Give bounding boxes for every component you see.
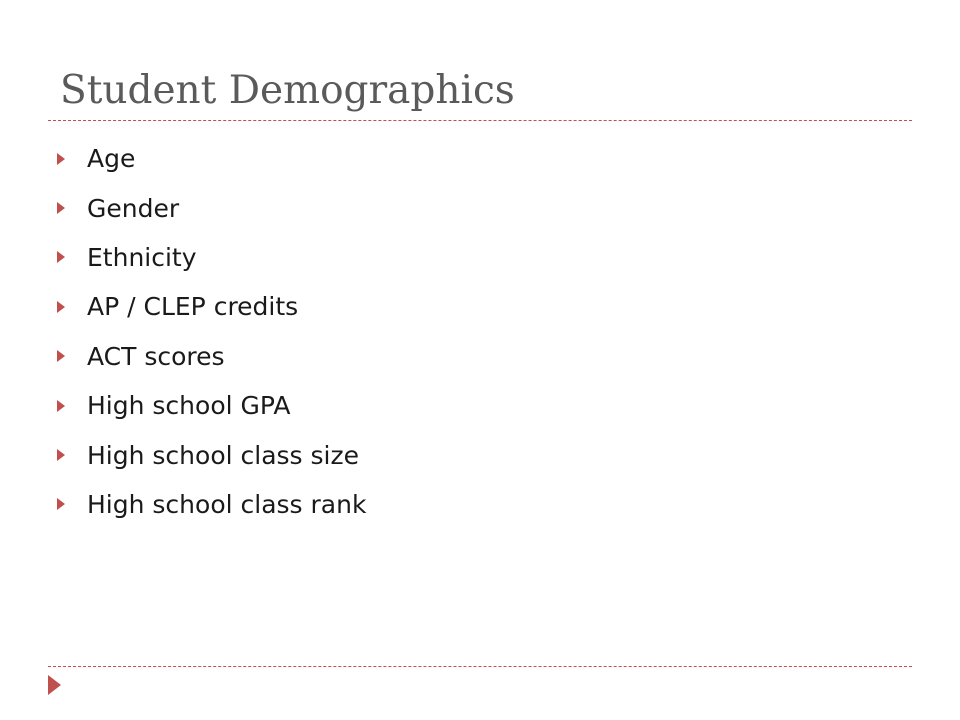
list-item xyxy=(57,381,366,430)
list-item xyxy=(57,134,366,183)
slide-title: Student Demographics xyxy=(60,68,515,113)
triangle-right-icon xyxy=(57,449,65,461)
triangle-right-icon xyxy=(57,153,65,165)
bullet-text: ACT scores xyxy=(87,341,225,371)
triangle-right-icon xyxy=(57,251,65,263)
triangle-right-icon xyxy=(57,350,65,362)
corner-arrow-icon xyxy=(48,675,61,695)
bullet-text: Gender xyxy=(87,193,180,223)
list-item xyxy=(57,480,366,529)
bullet-text: High school GPA xyxy=(87,391,291,421)
list-item xyxy=(57,233,366,282)
list-item xyxy=(57,430,366,479)
footer-divider xyxy=(48,666,912,667)
title-divider xyxy=(48,120,912,121)
bullet-text: High school class size xyxy=(87,440,359,470)
triangle-right-icon xyxy=(57,498,65,510)
bullet-text: Ethnicity xyxy=(87,242,197,272)
bullet-text: Age xyxy=(87,144,136,174)
triangle-right-icon xyxy=(57,202,65,214)
list-item xyxy=(57,183,366,232)
list-item xyxy=(57,332,366,381)
bullet-text: AP / CLEP credits xyxy=(87,292,299,322)
triangle-right-icon xyxy=(57,400,65,412)
bullet-list xyxy=(57,134,366,529)
bullet-text: High school class rank xyxy=(87,489,367,519)
triangle-right-icon xyxy=(57,301,65,313)
list-item xyxy=(57,282,366,331)
